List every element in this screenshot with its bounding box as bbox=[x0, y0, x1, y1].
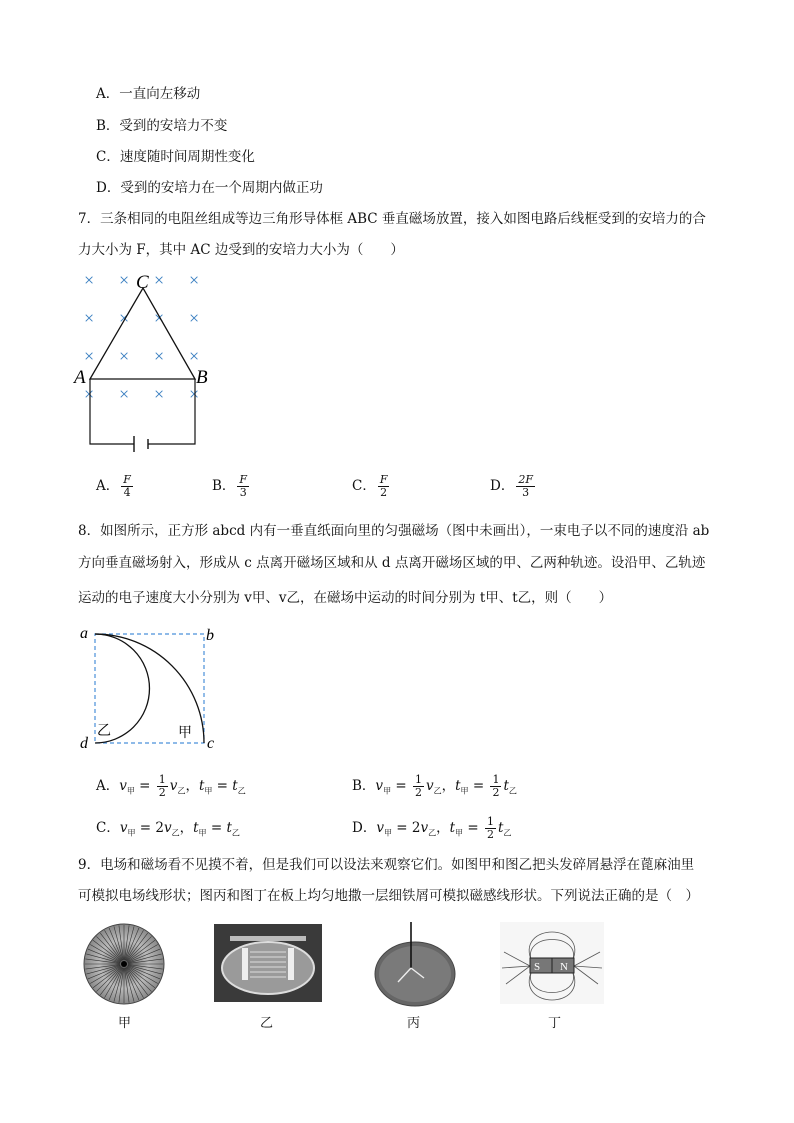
cross-mark: × bbox=[189, 270, 200, 290]
q9-stem-line1: 9．电场和磁场看不见摸不着，但是我们可以设法来观察它们。如图甲和图乙把头发碎屑悬浮在蓖麻油里 bbox=[78, 857, 695, 873]
q6-option-c: C．速度随时间周期性变化 bbox=[96, 149, 255, 165]
label-b: B bbox=[196, 367, 208, 388]
q9-stem-line2: 可模拟电场线形状；图丙和图丁在板上均匀地撒一层细铁屑可模拟磁感线形状。下列说法正确的是（ ） bbox=[78, 888, 699, 904]
label-a: a bbox=[80, 625, 88, 642]
label-b: b bbox=[206, 627, 214, 644]
q6-option-d: D．受到的安培力在一个周期内做正功 bbox=[96, 180, 323, 196]
image-jia-electric-field bbox=[82, 922, 166, 1006]
q7-stem-line2: 力大小为 F，其中 AC 边受到的安培力大小为（ ） bbox=[78, 242, 404, 258]
cross-mark: × bbox=[154, 270, 165, 290]
image-ding-magnetic-field bbox=[500, 922, 604, 1004]
cross-mark: × bbox=[189, 346, 200, 366]
option-label: D． bbox=[490, 478, 515, 494]
cross-mark: × bbox=[154, 346, 165, 366]
image-bing-magnetic-field bbox=[370, 922, 460, 1008]
option-label: B． bbox=[212, 478, 236, 494]
cross-mark: × bbox=[84, 346, 95, 366]
fraction: $\frac{F}{4}$ bbox=[123, 473, 131, 499]
q8-stem-line3: 运动的电子速度大小分别为 v甲、v乙，在磁场中运动的时间分别为 t甲、t乙，则（ ） bbox=[78, 590, 613, 606]
q8-option-c: C．$v_甲 = 2v_乙$，$t_甲 = t_乙$ bbox=[96, 820, 240, 838]
label-c: C bbox=[136, 272, 149, 293]
triangle-abc bbox=[90, 288, 195, 379]
image-yi-electric-field bbox=[214, 924, 322, 1002]
cross-mark: × bbox=[154, 308, 165, 328]
cross-mark: × bbox=[84, 270, 95, 290]
cross-mark: × bbox=[119, 270, 130, 290]
q7-option-b bbox=[212, 474, 251, 499]
caption-jia: 甲 bbox=[118, 1016, 132, 1031]
q7-option-a bbox=[96, 474, 135, 499]
caption-bing: 丙 bbox=[407, 1016, 421, 1031]
option-label: C． bbox=[352, 478, 376, 494]
q8-stem-line1: 8．如图所示，正方形 abcd 内有一垂直纸面向里的匀强磁场（图中未画出），一束电子以不同的速度沿 ab bbox=[78, 523, 710, 539]
q7-stem-line1: 7．三条相同的电阻丝组成等边三角形导体框 ABC 垂直磁场放置，接入如图电路后线框受到的安培力的合 bbox=[78, 211, 706, 227]
cross-mark: × bbox=[189, 308, 200, 328]
fraction: $\frac{F}{3}$ bbox=[239, 473, 248, 499]
q6-option-b: B．受到的安培力不变 bbox=[96, 118, 228, 134]
label-jia: 甲 bbox=[178, 726, 192, 741]
label-c: c bbox=[207, 735, 215, 752]
fraction: $\frac{2F}{3}$ bbox=[518, 473, 533, 499]
q8-square-figure bbox=[76, 622, 226, 752]
q7-option-c bbox=[352, 474, 391, 499]
option-label: A． bbox=[96, 478, 120, 494]
cross-mark: × bbox=[189, 384, 200, 404]
magnet-label-n: N bbox=[560, 961, 568, 973]
caption-ding: 丁 bbox=[548, 1016, 562, 1031]
cross-mark: × bbox=[119, 346, 130, 366]
cross-mark: × bbox=[154, 384, 165, 404]
label-d: d bbox=[80, 735, 88, 752]
q7-triangle-figure bbox=[70, 266, 220, 456]
q8-stem-line2: 方向垂直磁场射入，形成从 c 点离开磁场区域和从 d 点离开磁场区域的甲、乙两种轨迹。设沿甲、乙轨迹 bbox=[78, 555, 706, 571]
q7-option-d bbox=[490, 474, 537, 499]
q8-option-a: A．$v_甲$ = $\frac{1}{2}$ $v_乙$，$t_甲 = t_乙$ bbox=[96, 773, 246, 799]
label-a: A bbox=[74, 367, 86, 388]
q8-option-d: D．$v_甲 = 2v_乙$，$t_甲$ = $\frac{1}{2}$ $t_乙$ bbox=[352, 815, 512, 841]
q8-option-b: B．$v_甲$ = $\frac{1}{2}$ $v_乙$，$t_甲$ = $\frac{1}{2}$ $t_乙$ bbox=[352, 773, 517, 799]
label-yi: 乙 bbox=[97, 724, 111, 739]
q6-option-a: A．一直向左移动 bbox=[96, 86, 201, 102]
cross-mark: × bbox=[119, 308, 130, 328]
cross-mark: × bbox=[84, 308, 95, 328]
cross-mark: × bbox=[119, 384, 130, 404]
cross-mark: × bbox=[84, 384, 95, 404]
caption-yi: 乙 bbox=[260, 1016, 274, 1031]
fraction: $\frac{F}{2}$ bbox=[379, 473, 388, 499]
magnet-label-s: S bbox=[534, 961, 541, 973]
